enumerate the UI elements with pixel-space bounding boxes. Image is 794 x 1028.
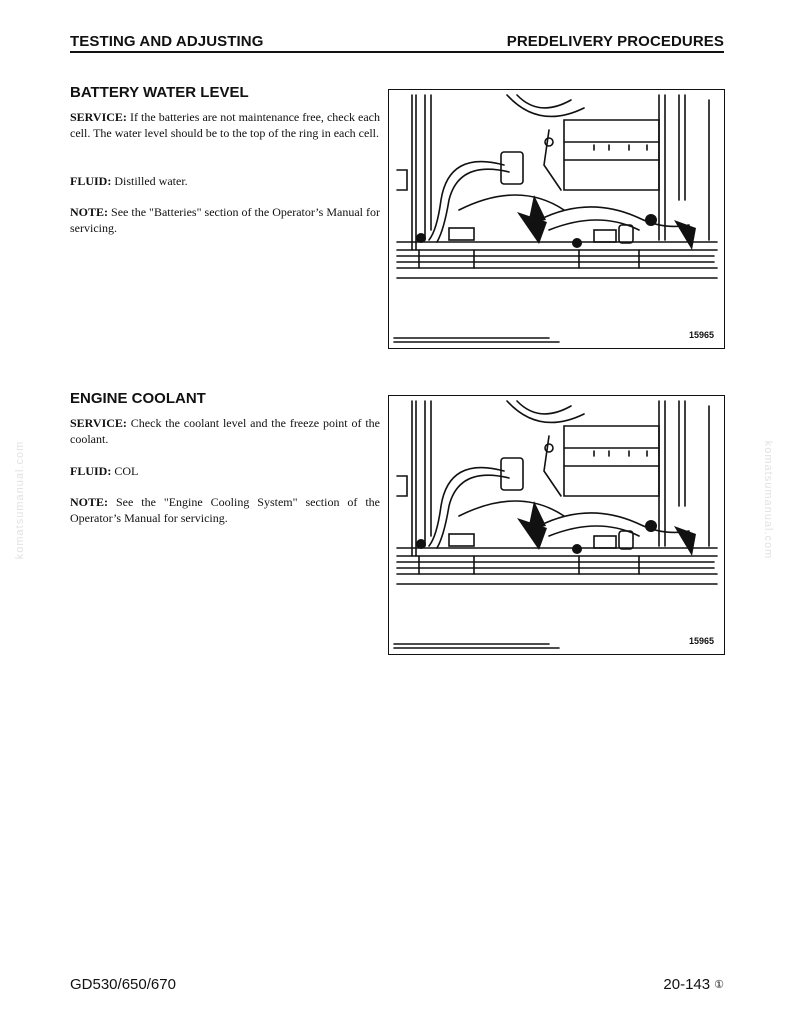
service-paragraph [70,416,380,447]
footer-model: GD530/650/670 [70,976,176,993]
service-text: If the batteries are not maintenance free, check each cell. The water level should be to the top of the ring in each cell. [70,110,380,140]
note-label: NOTE: [70,495,109,509]
service-label: SERVICE: [70,416,127,430]
note-paragraph [70,495,380,526]
note-text: See the "Engine Cooling System" section of the Operator’s Manual for servicing. [70,495,380,525]
fluid-text: COL [111,464,139,478]
footer-page [663,976,724,993]
note-text: See the "Batteries" section of the Operator’s Manual for servicing. [70,205,380,235]
section-title-coolant: ENGINE COOLANT [70,390,206,407]
fluid-label: FLUID: [70,464,112,478]
header-rule [70,51,724,53]
service-text: Check the coolant level and the freeze point of the coolant. [70,416,380,446]
figure-number: 15965 [688,330,714,340]
fluid-label: FLUID: [70,174,112,188]
watermark-right: komatsumanual.com [762,440,774,560]
revision-mark: ① [714,979,724,991]
note-label: NOTE: [70,205,109,219]
header-section-title: TESTING AND ADJUSTING [70,33,264,50]
fluid-paragraph [70,464,380,480]
section-title-battery: BATTERY WATER LEVEL [70,84,249,101]
fluid-text: Distilled water. [111,174,188,188]
note-paragraph [70,205,380,236]
watermark-left: komatsumanual.com [14,440,26,560]
service-label: SERVICE: [70,110,127,124]
engine-drawing [389,396,724,654]
figure-number: 15965 [688,636,714,646]
fluid-paragraph [70,174,380,190]
engine-illustration [388,89,725,349]
header-chapter-title: PREDELIVERY PROCEDURES [506,33,724,50]
service-paragraph [70,110,380,141]
engine-drawing [389,90,724,348]
page-number: 20-143 [663,976,711,993]
engine-illustration [388,395,725,655]
